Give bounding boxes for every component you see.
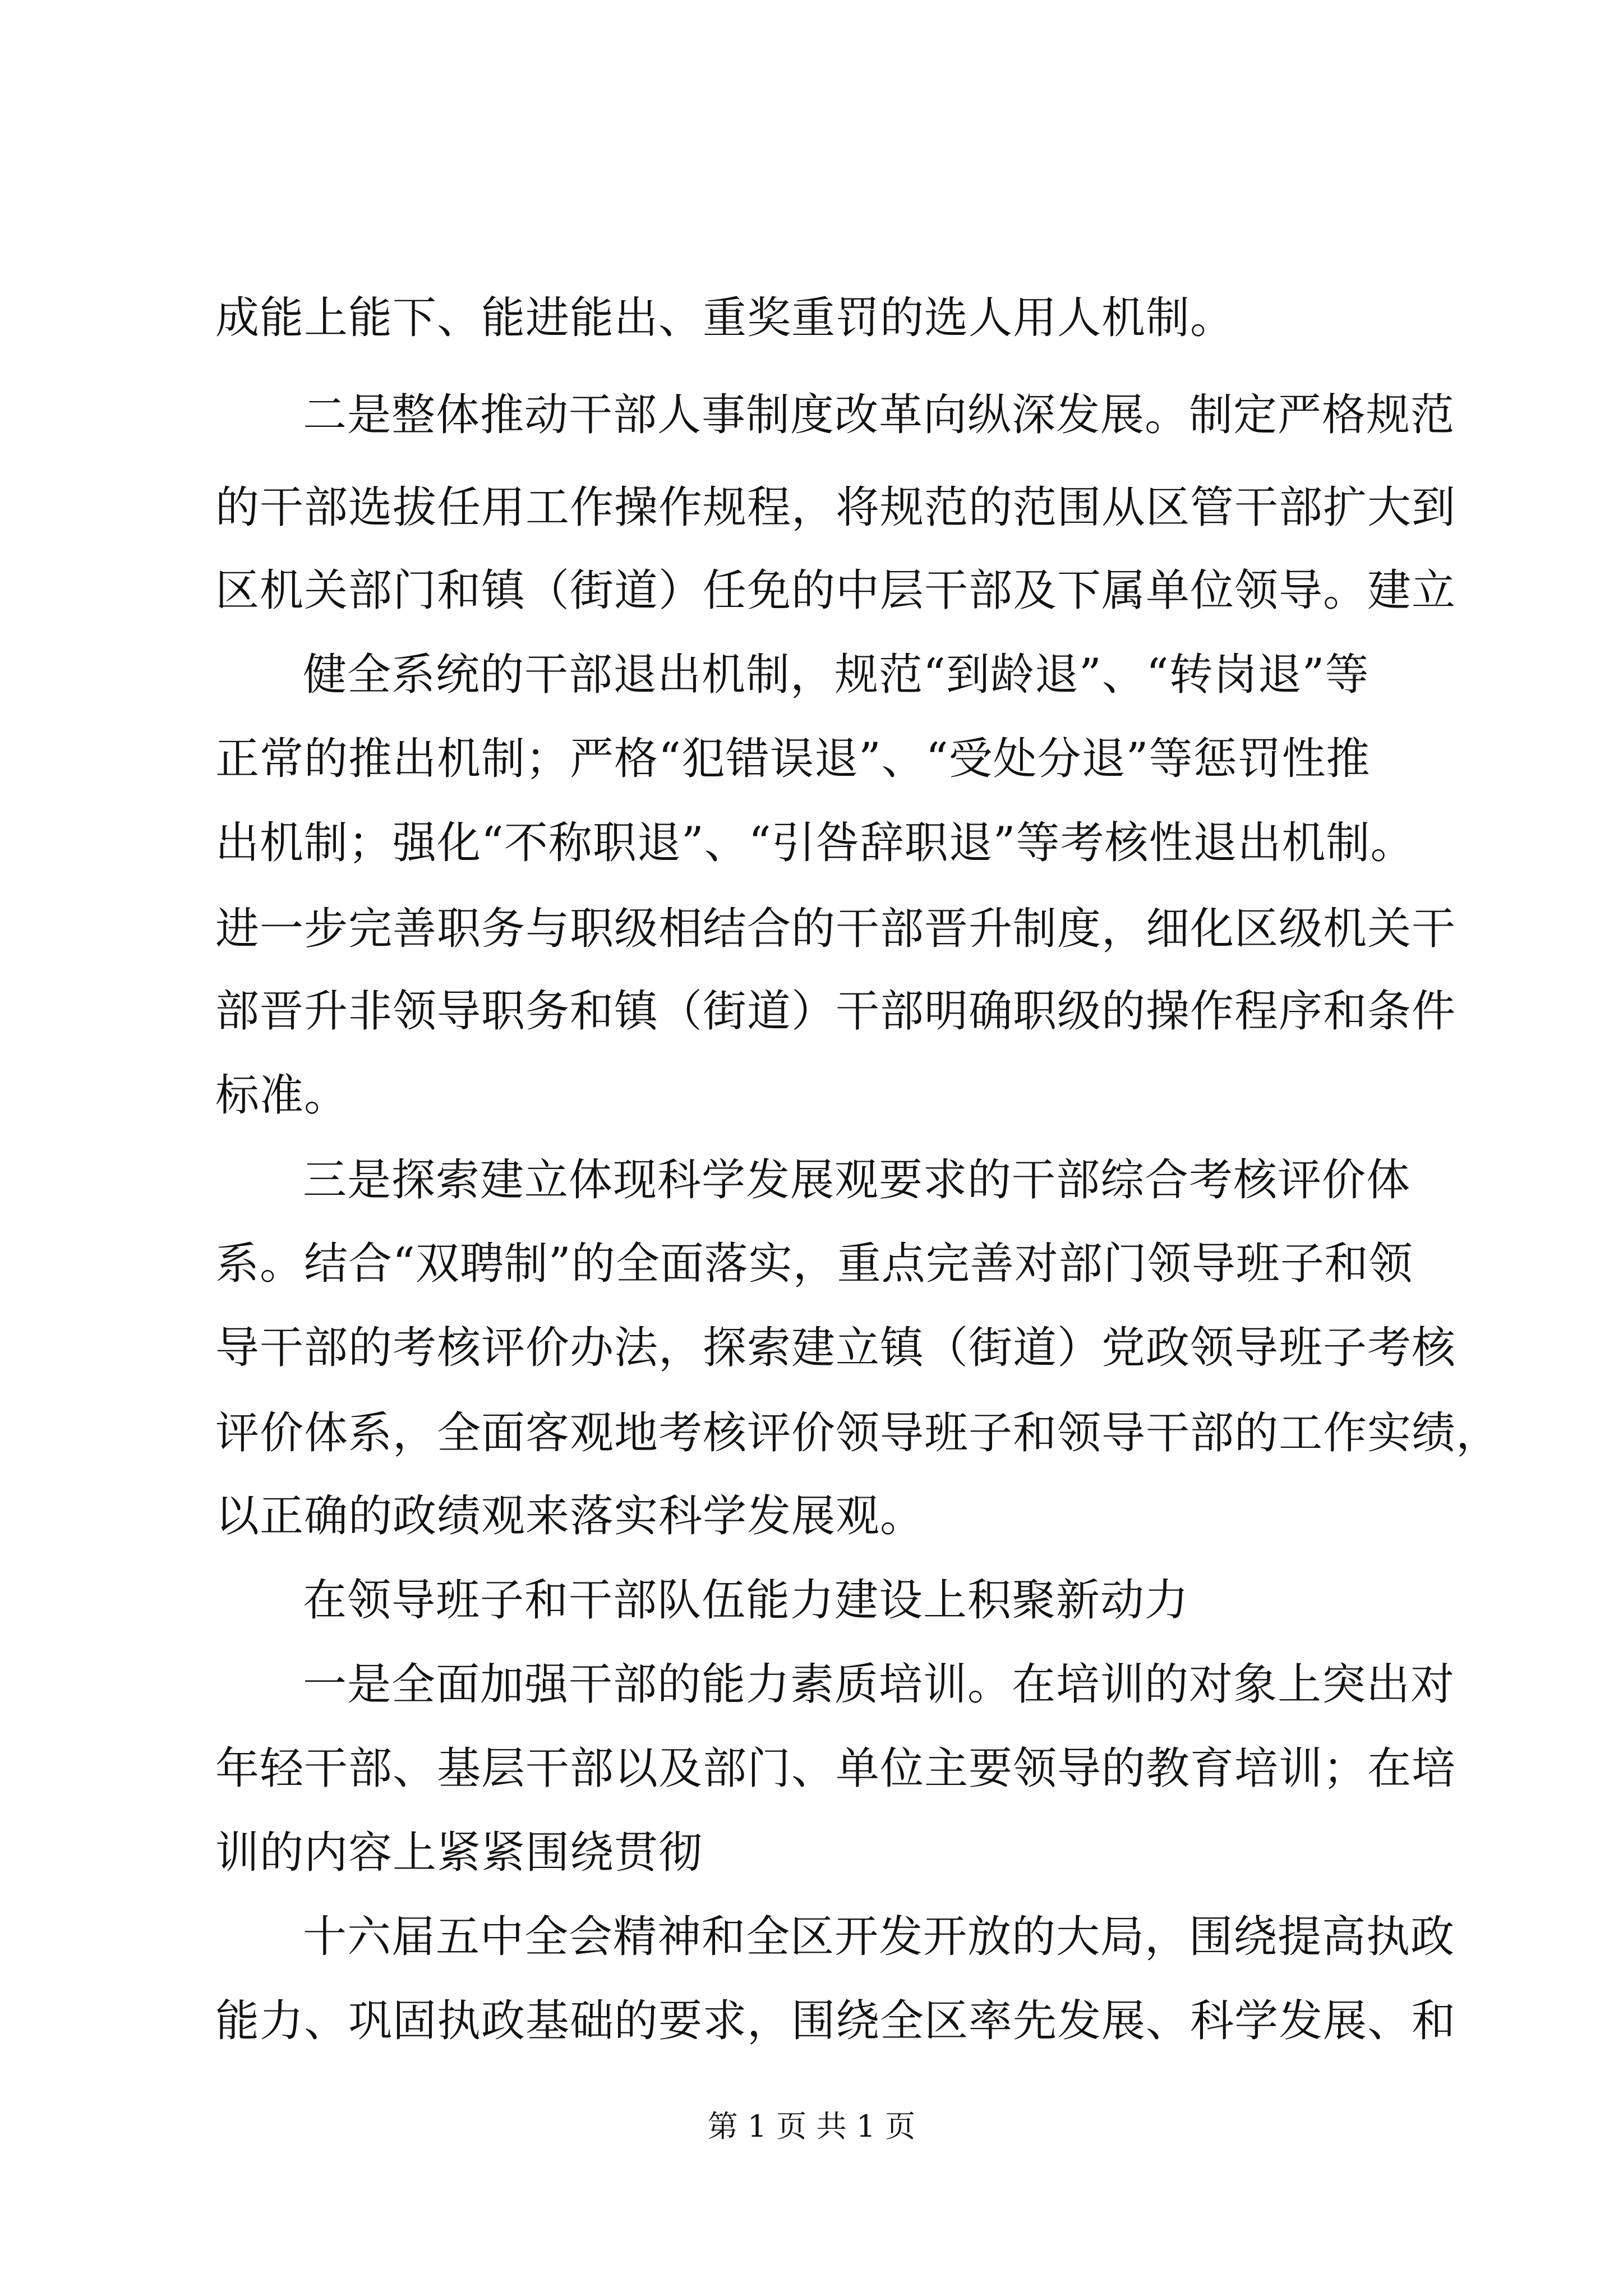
text-line: 评价体系，全面客观地考核评价领导班子和领导干部的工作实绩， xyxy=(215,1408,1501,1458)
text-line: 一是全面加强干部的能力素质培训。在培训的对象上突出对 xyxy=(303,1659,1455,1710)
page-number-footer: 第 1 页 共 1 页 xyxy=(707,2109,916,2144)
text-line: 二是整体推动干部人事制度改革向纵深发展。制定严格规范 xyxy=(303,390,1455,440)
text-line: 年轻干部、基层干部以及部门、单位主要领导的教育培训；在培 xyxy=(215,1743,1456,1794)
text-line: 健全系统的干部退出机制，规范“到龄退”、“转岗退”等 xyxy=(303,650,1370,700)
text-line: 系。结合“双聘制”的全面落实，重点完善对部门领导班子和领 xyxy=(215,1239,1413,1289)
text-line: 正常的推出机制；严格“犯错误退”、“受处分退”等惩罚性推 xyxy=(215,734,1371,784)
text-line: 区机关部门和镇（街道）任免的中层干部及下属单位领导。建立 xyxy=(215,565,1456,616)
text-line: 进一步完善职务与职级相结合的干部晋升制度，细化区级机关干 xyxy=(215,904,1456,954)
text-line: 部晋升非领导职务和镇（街道）干部明确职级的操作程序和条件 xyxy=(215,986,1456,1037)
text-line: 能力、巩固执政基础的要求，围绕全区率先发展、科学发展、和 xyxy=(215,1996,1456,2046)
text-line: 成能上能下、能进能出、重奖重罚的选人用人机制。 xyxy=(215,293,1235,343)
text-line: 训的内容上紧紧围绕贯彻 xyxy=(215,1828,703,1878)
text-line: 十六届五中全会精神和全区开发开放的大局，围绕提高执政 xyxy=(303,1912,1455,1962)
text-line: 标准。 xyxy=(215,1070,349,1121)
text-line: 导干部的考核评价办法，探索建立镇（街道）党政领导班子考核 xyxy=(215,1323,1456,1373)
text-line: 以正确的政绩观来落实科学发展观。 xyxy=(215,1491,925,1542)
text-line: 出机制；强化“不称职退”、“引咎辞职退”等考核性退出机制。 xyxy=(215,818,1415,868)
text-line: 三是探索建立体现科学发展观要求的干部综合考核评价体 xyxy=(303,1155,1411,1205)
text-line: 在领导班子和干部队伍能力建设上积聚新动力 xyxy=(303,1575,1189,1626)
text-line: 的干部选拔任用工作操作规程，将规范的范围从区管干部扩大到 xyxy=(215,482,1456,533)
